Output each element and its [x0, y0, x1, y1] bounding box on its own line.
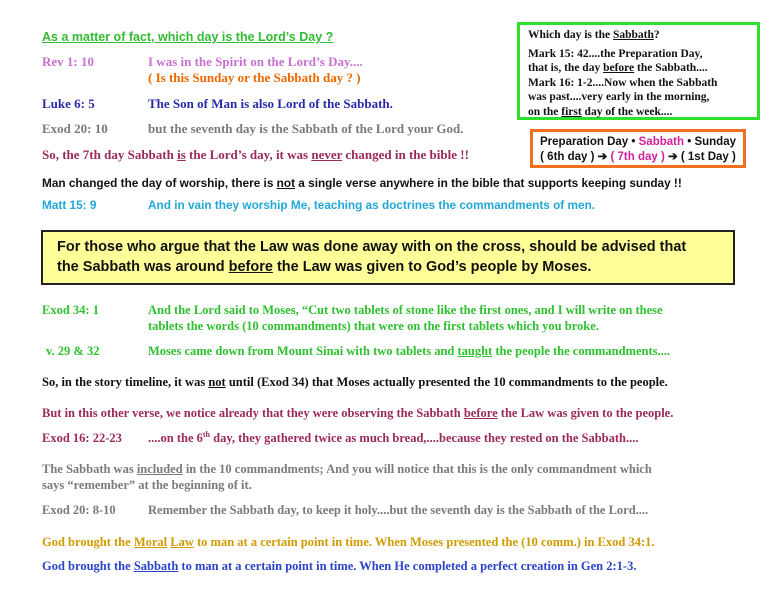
conclusion-is: is [177, 147, 186, 162]
moral-law-line [42, 535, 655, 550]
v29-a: Moses came down from Mount Sinai with two tablets and [148, 344, 458, 358]
timeline-a: So, in the story timeline, it was [42, 375, 209, 389]
prep-day-label: Preparation Day [540, 136, 629, 148]
man-changed-line [42, 176, 682, 190]
matt-ref: Matt 15: 9 [42, 198, 97, 212]
exod20-10-ref: Exod 20: 10 [42, 121, 108, 136]
exod34-line1: And the Lord said to Moses, “Cut two tablets of stone like the first ones, and I will write on these [148, 303, 663, 317]
mark15-line2 [528, 61, 749, 76]
day6-label: ( 6th day ) [540, 151, 595, 163]
exod16-ref: Exod 16: 22-23 [42, 431, 122, 445]
moral-b: to man at a certain point in time. When Moses presented the (10 comm.) in Exod 34:1. [193, 535, 655, 549]
exod16-b: day, they gathered twice as much bread,....because they rested on the Sabbath.... [210, 431, 639, 445]
conclusion-b: the Lord’s day, it was [185, 147, 312, 162]
mark16-d: day of the week.... [581, 105, 673, 118]
sabbath-label: Sabbath [638, 136, 685, 148]
exod20-8-text: Remember the Sabbath day, to keep it holy....but the seventh day is the Sabbath of the Lord.... [148, 503, 649, 517]
callout-line2-a: the Sabbath was around [57, 259, 229, 275]
mark16-line2: was past....very early in the morning, [528, 91, 710, 103]
timeline-line [42, 375, 668, 390]
exod34-line2: tablets the words (10 commandments) that were on the first tablets which you broke. [148, 319, 599, 333]
sunday-label: Sunday [694, 136, 736, 148]
conclusion-a: So, the 7th day Sabbath [42, 147, 178, 162]
conclusion-c: changed in the bible !! [342, 147, 469, 162]
exod20-10-text: but the seventh day is the Sabbath of the Lord your God. [148, 121, 464, 136]
arrow-right-icon: ➔ [597, 151, 608, 163]
moral-word: Moral [133, 535, 168, 549]
exod16-th: th [202, 429, 210, 439]
mark16-line3 [528, 105, 749, 120]
mark15-b: that is, the day [528, 62, 604, 74]
exod16-a: ....on the 6 [148, 431, 203, 445]
included-word: included [136, 462, 183, 476]
exod20-8-ref: Exod 20: 8-10 [42, 503, 116, 517]
rev-question: ( Is this Sunday or the Sabbath day ? ) [148, 70, 361, 85]
mark15-c: the Sabbath.... [634, 62, 708, 74]
arrow-right-icon: ➔ [668, 151, 678, 163]
v29-ref: v. 29 & 32 [46, 344, 100, 358]
included-b: in the 10 commandments; And you will notice that this is the only commandment which [182, 462, 652, 476]
callout-line2 [57, 257, 719, 277]
heading-text: As a matter of fact, which day is the Lord’s Day ? [42, 30, 334, 44]
included-a: The Sabbath was [42, 462, 137, 476]
mark16-first: first [561, 105, 582, 118]
sabbath-b: to man at a certain point in time. When He completed a perfect creation in Gen 2:1-3. [178, 559, 637, 573]
callout-before: before [228, 259, 273, 275]
exod34-ref: Exod 34: 1 [42, 303, 99, 317]
other-before: before [463, 406, 498, 420]
other-a: But in this other verse, we notice already that they were observing the Sabbath [42, 406, 464, 420]
moral-law: Law [170, 535, 194, 549]
title-c: ? [653, 29, 660, 41]
title-b: Sabbath [613, 29, 654, 41]
luke-ref: Luke 6: 5 [42, 96, 95, 111]
law-callout-box [41, 230, 735, 285]
other-verse-line [42, 406, 673, 421]
callout-line1: For those who argue that the Law was done away with on the cross, should be advised that [57, 239, 687, 255]
days-row-names [533, 135, 743, 150]
moral-a: God brought the [42, 535, 134, 549]
included-line2: says “remember” at the beginning of it. [42, 478, 252, 492]
sabbath-word: Sabbath [133, 559, 179, 573]
conclusion-never: never [311, 147, 343, 162]
v29-taught: taught [457, 344, 493, 358]
man-changed-not: not [276, 176, 296, 190]
conclusion-line [42, 147, 469, 163]
sabbath-a: God brought the [42, 559, 134, 573]
mark16-line1: Mark 16: 1-2....Now when the Sabbath [528, 76, 718, 89]
man-changed-a: Man changed the day of worship, there is [42, 176, 277, 190]
sabbath-info-box [517, 22, 760, 120]
sabbath-creation-line [42, 559, 636, 574]
man-changed-b: a single verse anywhere in the bible that supports keeping sunday !! [295, 176, 682, 190]
dot-icon: • [631, 136, 636, 148]
v29-text [148, 344, 670, 359]
day1-label: ( 1st Day ) [680, 151, 736, 163]
included-line1 [42, 462, 652, 477]
title-a: Which day is the [528, 29, 613, 41]
timeline-not: not [208, 375, 226, 389]
page-heading [42, 30, 333, 44]
rev-ref: Rev 1: 10 [42, 54, 94, 69]
timeline-b: until (Exod 34) that Moses actually presented the 10 commandments to the people. [225, 375, 668, 389]
other-b: the Law was given to the people. [497, 406, 674, 420]
v29-b: the people the commandments.... [492, 344, 670, 358]
day7-label: ( 7th day ) [610, 151, 665, 163]
luke-text: The Son of Man is also Lord of the Sabbath. [148, 96, 393, 111]
matt-text: And in vain they worship Me, teaching as doctrines the commandments of men. [148, 198, 596, 212]
mark15-before: before [603, 62, 635, 74]
exod16-text [148, 431, 638, 446]
rev-text: I was in the Spirit on the Lord’s Day.... [148, 54, 363, 69]
mark16-c: on the [528, 105, 562, 118]
callout-line2-b: the Law was given to God’s people by Moses. [272, 259, 592, 275]
days-box [530, 129, 746, 168]
dot-icon: • [687, 136, 692, 148]
days-row-numbers [533, 150, 743, 165]
mark15-line1: Mark 15: 42....the Preparation Day, [528, 47, 703, 60]
sabbath-box-title [528, 28, 749, 43]
